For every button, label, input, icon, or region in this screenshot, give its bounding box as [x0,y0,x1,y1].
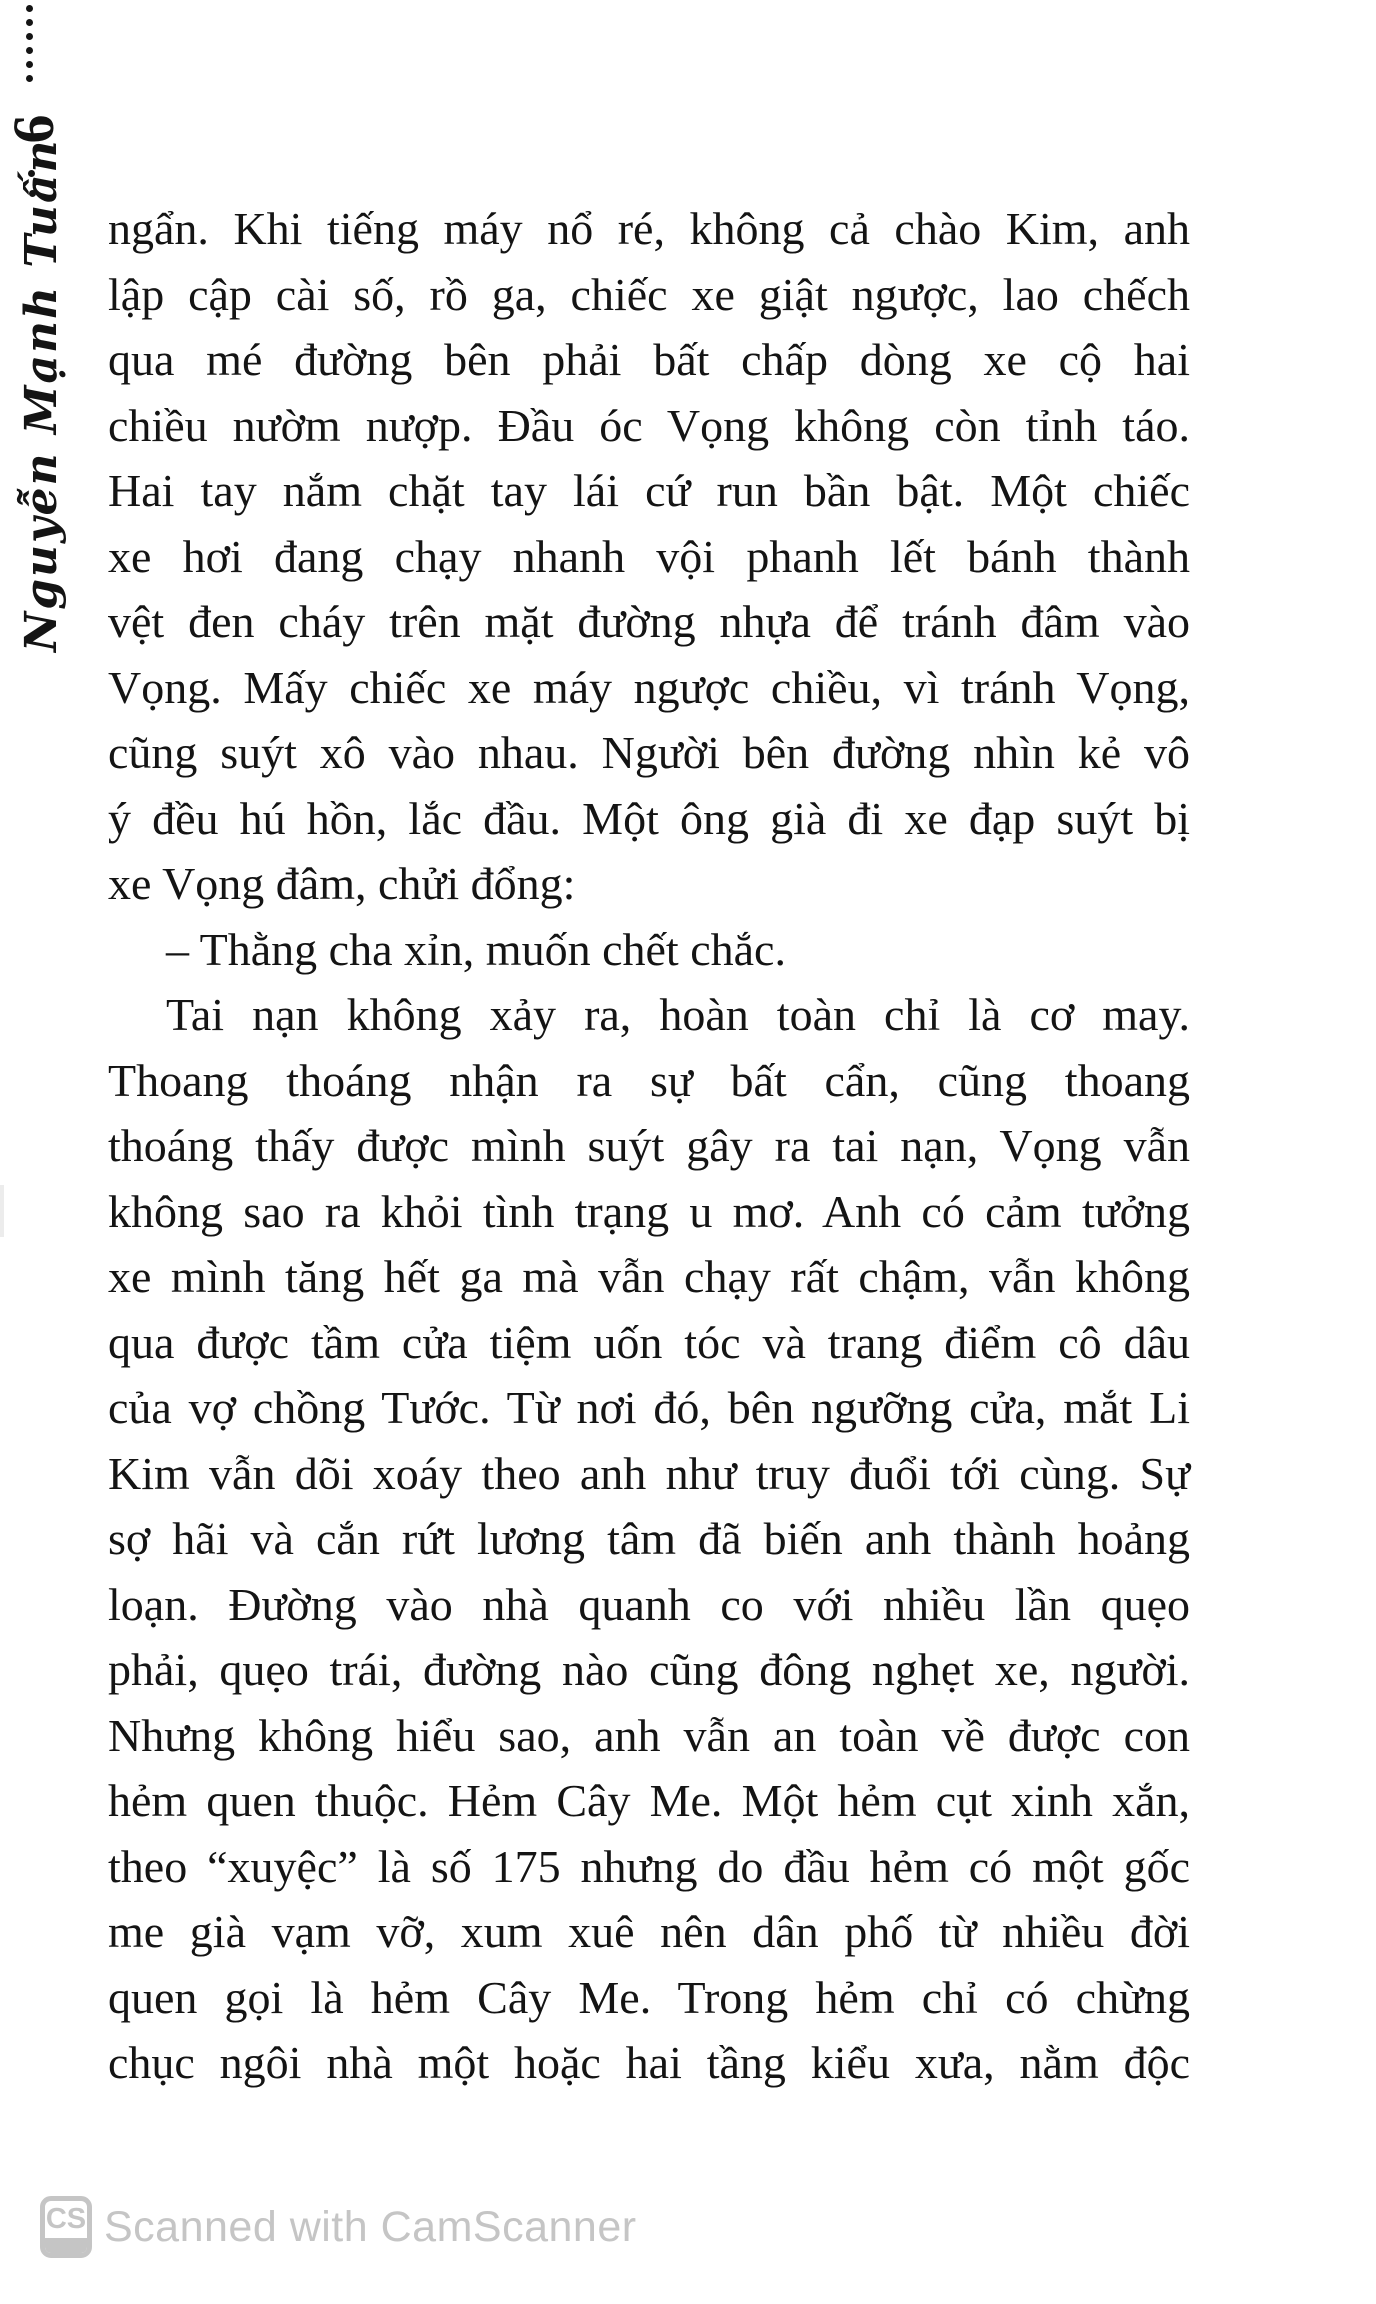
text-line: quen gọi là hẻm Cây Me. Trong hẻm chỉ có chừng [108,1971,1190,2023]
text-line: Nhưng không hiểu sao, anh vẫn an toàn về được con [108,1709,1190,1761]
text-line: vệt đen cháy trên mặt đường nhựa để tránh đâm vào [108,596,1190,647]
text-line: cũng suýt xô vào nhau. Người bên đường nhìn kẻ vô [108,727,1190,778]
camscanner-label: Scanned with CamScanner [104,2203,637,2251]
camscanner-icon [40,2196,92,2258]
text-line: qua được tầm cửa tiệm uốn tóc và trang điểm cô dâu [108,1316,1190,1368]
text-line: thoáng thấy được mình suýt gây ra tai nạn, Vọng vẫn [108,1120,1190,1171]
text-line: – Thằng cha xỉn, muốn chết chắc. [166,923,786,975]
text-line: ngẩn. Khi tiếng máy nổ ré, không cả chào Kim, anh [108,203,1190,254]
text-line: Thoang thoáng nhận ra sự bất cẩn, cũng thoang [108,1054,1190,1106]
text-line: chiều nườm nượp. Đầu óc Vọng không còn tỉnh táo. [108,399,1190,451]
dot [26,61,33,68]
text-line: lập cập cài số, rồ ga, chiếc xe giật ngược, lao chếch [108,268,1190,320]
text-line: xe Vọng đâm, chửi đổng: [108,858,576,909]
text-line: theo “xuyệc” là số 175 nhưng do đầu hẻm có một gốc [108,1840,1190,1892]
dot [26,33,33,40]
text-line: Tai nạn không xảy ra, hoàn toàn chỉ là cơ may. [166,989,1190,1040]
text-line: phải, quẹo trái, đường nào cũng đông nghẹt xe, người. [108,1644,1190,1695]
scan-artifact [0,1185,4,1237]
dot [26,75,33,82]
text-line: xe hơi đang chạy nhanh vội phanh lết bánh thành [108,530,1190,582]
text-line: xe mình tăng hết ga mà vẫn chạy rất chậm, vẫn không [108,1251,1190,1302]
text-line: me già vạm vỡ, xum xuê nên dân phố từ nhiều đời [108,1906,1190,1957]
dotted-line-decoration [26,5,33,89]
text-line: ý đều hú hồn, lắc đầu. Một ông già đi xe đạp suýt bị [108,792,1190,844]
camscanner-footer [0,2190,1376,2270]
dot [26,5,33,12]
text-line: Hai tay nắm chặt tay lái cứ run bần bật. Một chiếc [108,465,1190,516]
text-line: sợ hãi và cắn rứt lương tâm đã biến anh thành hoảng [108,1513,1190,1564]
text-line: chục ngôi nhà một hoặc hai tầng kiểu xưa, nằm độc [108,2037,1190,2088]
text-line: Kim vẫn dõi xoáy theo anh như truy đuổi tới cùng. Sự [108,1447,1190,1499]
dot [26,47,33,54]
text-line: loạn. Đường vào nhà quanh co với nhiều lần quẹo [108,1578,1190,1630]
page-text-block [108,196,1190,2096]
page-number: 6 [0,114,66,144]
author-name-vertical: Nguyễn Mạnh Tuấn [16,138,67,652]
text-line: không sao ra khỏi tình trạng u mơ. Anh có cảm tưởng [108,1185,1190,1237]
camscanner-icon-bar [45,2238,87,2253]
text-line: của vợ chồng Tước. Từ nơi đó, bên ngưỡng cửa, mắt Li [108,1382,1190,1433]
dot [26,19,33,26]
text-line: qua mé đường bên phải bất chấp dòng xe cộ hai [108,334,1190,385]
camscanner-icon-label: CS [45,2203,87,2235]
text-line: Vọng. Mấy chiếc xe máy ngược chiều, vì tránh Vọng, [108,661,1190,713]
text-line: hẻm quen thuộc. Hẻm Cây Me. Một hẻm cụt xinh xắn, [108,1775,1190,1826]
